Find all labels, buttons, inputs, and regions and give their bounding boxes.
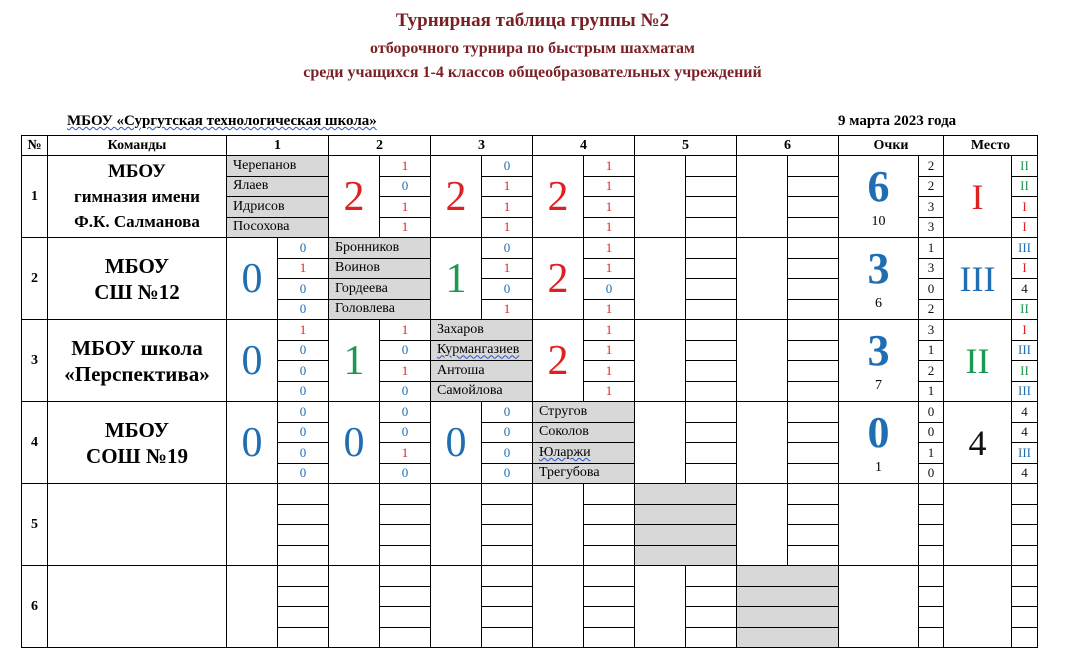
team-points [839, 566, 919, 648]
board-result: 0 [482, 443, 533, 464]
empty-cell [788, 197, 839, 218]
team-name-line: СОШ №19 [86, 443, 188, 468]
team-points [839, 484, 919, 566]
empty-cell [788, 361, 839, 382]
board-result: 0 [278, 279, 329, 300]
empty-cell [584, 525, 635, 546]
title-line-1: Турнирная таблица группы №2 [395, 10, 670, 31]
points-extra: 6 [875, 295, 882, 311]
board-points: 2 [919, 361, 944, 382]
empty-cell [919, 607, 944, 628]
empty-total [227, 484, 278, 566]
empty-cell [686, 176, 737, 197]
empty-cell [686, 402, 737, 423]
team-number: 1 [22, 156, 48, 238]
team-name [48, 238, 227, 320]
header-col-6: 6 [737, 136, 839, 156]
team-name-line: МБОУ [104, 417, 170, 442]
board-result: 1 [584, 197, 635, 218]
team-name [48, 484, 227, 566]
tournament-table [21, 135, 1038, 648]
board-points: 3 [919, 217, 944, 238]
empty-cell [1012, 566, 1038, 587]
points-extra: 1 [875, 459, 882, 475]
self-cell [635, 484, 737, 505]
board-place: I [1012, 320, 1038, 341]
empty-cell [482, 525, 533, 546]
team-number: 3 [22, 320, 48, 402]
board-place: I [1012, 258, 1038, 279]
team-place: I [944, 156, 1012, 238]
team-name [48, 320, 227, 402]
empty-cell [686, 258, 737, 279]
board-result: 0 [278, 402, 329, 423]
empty-cell [380, 525, 431, 546]
empty-cell [788, 258, 839, 279]
board-place: I [1012, 197, 1038, 218]
board-result: 1 [482, 217, 533, 238]
board-result: 1 [380, 217, 431, 238]
empty-cell [686, 566, 737, 587]
board-result: 0 [482, 156, 533, 177]
board-points: 1 [919, 381, 944, 402]
empty-cell [686, 627, 737, 648]
empty-cell [788, 402, 839, 423]
empty-cell [788, 299, 839, 320]
board-result: 0 [482, 463, 533, 484]
board-points: 0 [919, 422, 944, 443]
empty-cell [278, 484, 329, 505]
points-extra: 7 [875, 377, 882, 393]
match-total: 2 [533, 238, 584, 320]
empty-cell [686, 422, 737, 443]
team-place [944, 566, 1012, 648]
self-cell [737, 607, 839, 628]
board-result: 0 [278, 463, 329, 484]
empty-cell [482, 545, 533, 566]
empty-cell [584, 504, 635, 525]
board-place: 4 [1012, 402, 1038, 423]
self-cell [737, 566, 839, 587]
empty-cell [1012, 627, 1038, 648]
board-result: 0 [278, 422, 329, 443]
points-value: 3 [867, 243, 890, 293]
empty-cell [686, 340, 737, 361]
empty-cell [788, 443, 839, 464]
board-points: 2 [919, 176, 944, 197]
board-points: 3 [919, 320, 944, 341]
empty-cell [1012, 504, 1038, 525]
match-total: 2 [329, 156, 380, 238]
board-result: 0 [380, 463, 431, 484]
points-value: 3 [867, 325, 890, 375]
empty-total [533, 484, 584, 566]
empty-cell [380, 484, 431, 505]
empty-cell [380, 504, 431, 525]
team-points [839, 156, 919, 238]
empty-cell [1012, 607, 1038, 628]
match-total: 0 [431, 402, 482, 484]
board-place: II [1012, 361, 1038, 382]
board-place: II [1012, 299, 1038, 320]
board-result: 1 [380, 197, 431, 218]
empty-cell [1012, 484, 1038, 505]
player-name: Бронников [329, 238, 431, 259]
board-result: 1 [380, 320, 431, 341]
empty-cell [380, 607, 431, 628]
match-total: 0 [227, 238, 278, 320]
board-result: 0 [380, 402, 431, 423]
title-line-3: среди учащихся 1-4 классов общеобразовательных учреждений [303, 64, 762, 81]
team-name-line: МБОУ школа [71, 335, 203, 360]
empty-cell [584, 607, 635, 628]
empty-cell [919, 525, 944, 546]
empty-cell [686, 156, 737, 177]
team-points [839, 320, 919, 402]
player-name: Самойлова [431, 381, 533, 402]
self-cell [635, 525, 737, 546]
board-result: 0 [278, 443, 329, 464]
board-points: 0 [919, 463, 944, 484]
board-result: 1 [482, 258, 533, 279]
player-name: Антоша [431, 361, 533, 382]
empty-cell [788, 463, 839, 484]
player-name: Трегубова [533, 463, 635, 484]
board-result: 1 [584, 258, 635, 279]
match-total: 2 [431, 156, 482, 238]
empty-total [635, 156, 686, 238]
board-result: 1 [584, 340, 635, 361]
team-name [48, 402, 227, 484]
empty-total [737, 402, 788, 484]
self-cell [737, 586, 839, 607]
player-name: Соколов [533, 422, 635, 443]
empty-cell [788, 381, 839, 402]
board-points: 1 [919, 238, 944, 259]
empty-total [635, 320, 686, 402]
empty-total [329, 566, 380, 648]
board-place: II [1012, 176, 1038, 197]
board-result: 0 [278, 238, 329, 259]
empty-cell [686, 607, 737, 628]
empty-cell [380, 545, 431, 566]
match-total: 0 [227, 402, 278, 484]
empty-cell [584, 566, 635, 587]
empty-cell [919, 504, 944, 525]
board-result: 1 [584, 381, 635, 402]
board-result: 0 [482, 422, 533, 443]
match-total: 1 [329, 320, 380, 402]
points-value: 6 [867, 161, 890, 211]
player-name: Ялаев [227, 176, 329, 197]
empty-cell [584, 586, 635, 607]
player-name: Посохова [227, 217, 329, 238]
board-result: 1 [380, 443, 431, 464]
board-place: 4 [1012, 422, 1038, 443]
board-place: III [1012, 381, 1038, 402]
board-result: 1 [482, 176, 533, 197]
points-value: 0 [867, 407, 890, 457]
empty-cell [686, 586, 737, 607]
empty-cell [919, 586, 944, 607]
board-place: III [1012, 238, 1038, 259]
board-result: 1 [584, 217, 635, 238]
empty-cell [788, 504, 839, 525]
header-col-3: 3 [431, 136, 533, 156]
board-result: 1 [584, 361, 635, 382]
team-name-line: гимназия имени [74, 187, 200, 206]
match-total: 0 [227, 320, 278, 402]
board-result: 1 [482, 299, 533, 320]
header-points: Очки [839, 136, 944, 156]
header-num: № [22, 136, 48, 156]
empty-cell [686, 217, 737, 238]
empty-cell [1012, 586, 1038, 607]
team-place: III [944, 238, 1012, 320]
empty-cell [380, 586, 431, 607]
board-place: III [1012, 443, 1038, 464]
team-place [944, 484, 1012, 566]
board-result: 0 [380, 422, 431, 443]
team-name [48, 156, 227, 238]
empty-cell [919, 566, 944, 587]
empty-cell [584, 545, 635, 566]
empty-cell [686, 361, 737, 382]
empty-cell [482, 566, 533, 587]
empty-cell [788, 320, 839, 341]
board-points: 0 [919, 402, 944, 423]
match-total: 2 [533, 156, 584, 238]
team-name-line: «Перспектива» [64, 361, 210, 386]
header-col-2: 2 [329, 136, 431, 156]
player-name: Гордеева [329, 279, 431, 300]
empty-cell [278, 504, 329, 525]
header-place: Место [944, 136, 1038, 156]
board-place: 4 [1012, 463, 1038, 484]
team-name-line: МБОУ [104, 253, 170, 278]
empty-cell [919, 484, 944, 505]
team-points [839, 402, 919, 484]
empty-cell [278, 627, 329, 648]
empty-cell [584, 484, 635, 505]
board-points: 0 [919, 279, 944, 300]
board-result: 1 [584, 176, 635, 197]
board-place: 4 [1012, 279, 1038, 300]
board-result: 1 [278, 320, 329, 341]
team-number: 5 [22, 484, 48, 566]
player-name: Стругов [533, 402, 635, 423]
board-result: 0 [482, 238, 533, 259]
board-result: 1 [380, 361, 431, 382]
empty-total [329, 484, 380, 566]
empty-cell [686, 443, 737, 464]
empty-cell [919, 627, 944, 648]
empty-cell [278, 586, 329, 607]
empty-cell [788, 176, 839, 197]
board-result: 0 [278, 340, 329, 361]
team-name [48, 566, 227, 648]
empty-cell [380, 566, 431, 587]
board-result: 0 [380, 340, 431, 361]
empty-total [635, 238, 686, 320]
empty-total [737, 320, 788, 402]
empty-cell [584, 627, 635, 648]
empty-cell [482, 627, 533, 648]
header-col-4: 4 [533, 136, 635, 156]
tournament-date: 9 марта 2023 года [838, 113, 957, 129]
empty-cell [278, 566, 329, 587]
self-cell [635, 545, 737, 566]
self-cell [635, 504, 737, 525]
empty-cell [919, 545, 944, 566]
empty-cell [686, 238, 737, 259]
player-name: Воинов [329, 258, 431, 279]
board-points: 1 [919, 340, 944, 361]
empty-total [431, 566, 482, 648]
team-name-line: СШ №12 [94, 279, 180, 304]
player-name: Идрисов [227, 197, 329, 218]
empty-cell [482, 586, 533, 607]
empty-cell [278, 607, 329, 628]
header-col-1: 1 [227, 136, 329, 156]
board-result: 0 [380, 381, 431, 402]
team-name-line: Ф.К. Салманова [74, 212, 200, 231]
match-total: 0 [329, 402, 380, 484]
host-school: МБОУ «Сургутская технологическая школа» [67, 113, 377, 129]
empty-total [431, 484, 482, 566]
title-line-2: отборочного турнира по быстрым шахматам [370, 40, 695, 57]
board-points: 2 [919, 156, 944, 177]
empty-cell [686, 463, 737, 484]
empty-cell [686, 279, 737, 300]
player-name: Черепанов [227, 156, 329, 177]
empty-cell [788, 525, 839, 546]
empty-cell [482, 607, 533, 628]
empty-cell [788, 279, 839, 300]
team-place: 4 [944, 402, 1012, 484]
board-result: 1 [482, 197, 533, 218]
empty-total [737, 238, 788, 320]
empty-total [737, 484, 788, 566]
empty-cell [788, 545, 839, 566]
empty-cell [278, 525, 329, 546]
match-total: 2 [533, 320, 584, 402]
empty-cell [686, 320, 737, 341]
empty-cell [686, 381, 737, 402]
team-number: 6 [22, 566, 48, 648]
board-place: I [1012, 217, 1038, 238]
board-result: 1 [584, 299, 635, 320]
empty-cell [686, 299, 737, 320]
board-result: 0 [482, 402, 533, 423]
match-total: 1 [431, 238, 482, 320]
empty-cell [788, 238, 839, 259]
empty-cell [1012, 545, 1038, 566]
empty-cell [482, 504, 533, 525]
points-extra: 10 [871, 213, 886, 229]
player-name: Головлева [329, 299, 431, 320]
player-name: Юларжи [533, 443, 635, 464]
board-result: 1 [380, 156, 431, 177]
empty-cell [788, 484, 839, 505]
team-number: 4 [22, 402, 48, 484]
board-result: 0 [380, 176, 431, 197]
empty-cell [482, 484, 533, 505]
board-result: 1 [584, 320, 635, 341]
header-col-5: 5 [635, 136, 737, 156]
header-teams: Команды [48, 136, 227, 156]
board-points: 3 [919, 197, 944, 218]
board-points: 2 [919, 299, 944, 320]
board-result: 1 [584, 238, 635, 259]
self-cell [737, 627, 839, 648]
team-name-line: МБОУ [107, 161, 167, 182]
empty-cell [380, 627, 431, 648]
empty-total [737, 156, 788, 238]
board-result: 1 [584, 156, 635, 177]
empty-cell [686, 197, 737, 218]
board-points: 1 [919, 443, 944, 464]
empty-cell [278, 545, 329, 566]
empty-total [635, 566, 686, 648]
board-result: 0 [278, 361, 329, 382]
team-number: 2 [22, 238, 48, 320]
player-name: Курмангазиев [431, 340, 533, 361]
team-place: II [944, 320, 1012, 402]
board-result: 1 [278, 258, 329, 279]
board-result: 0 [584, 279, 635, 300]
empty-total [227, 566, 278, 648]
board-result: 0 [482, 279, 533, 300]
empty-cell [788, 217, 839, 238]
empty-cell [788, 422, 839, 443]
empty-cell [788, 156, 839, 177]
board-points: 3 [919, 258, 944, 279]
empty-total [635, 402, 686, 484]
board-result: 0 [278, 381, 329, 402]
player-name: Захаров [431, 320, 533, 341]
board-result: 0 [278, 299, 329, 320]
empty-total [533, 566, 584, 648]
team-points [839, 238, 919, 320]
board-place: II [1012, 156, 1038, 177]
empty-cell [1012, 525, 1038, 546]
board-place: III [1012, 340, 1038, 361]
empty-cell [788, 340, 839, 361]
